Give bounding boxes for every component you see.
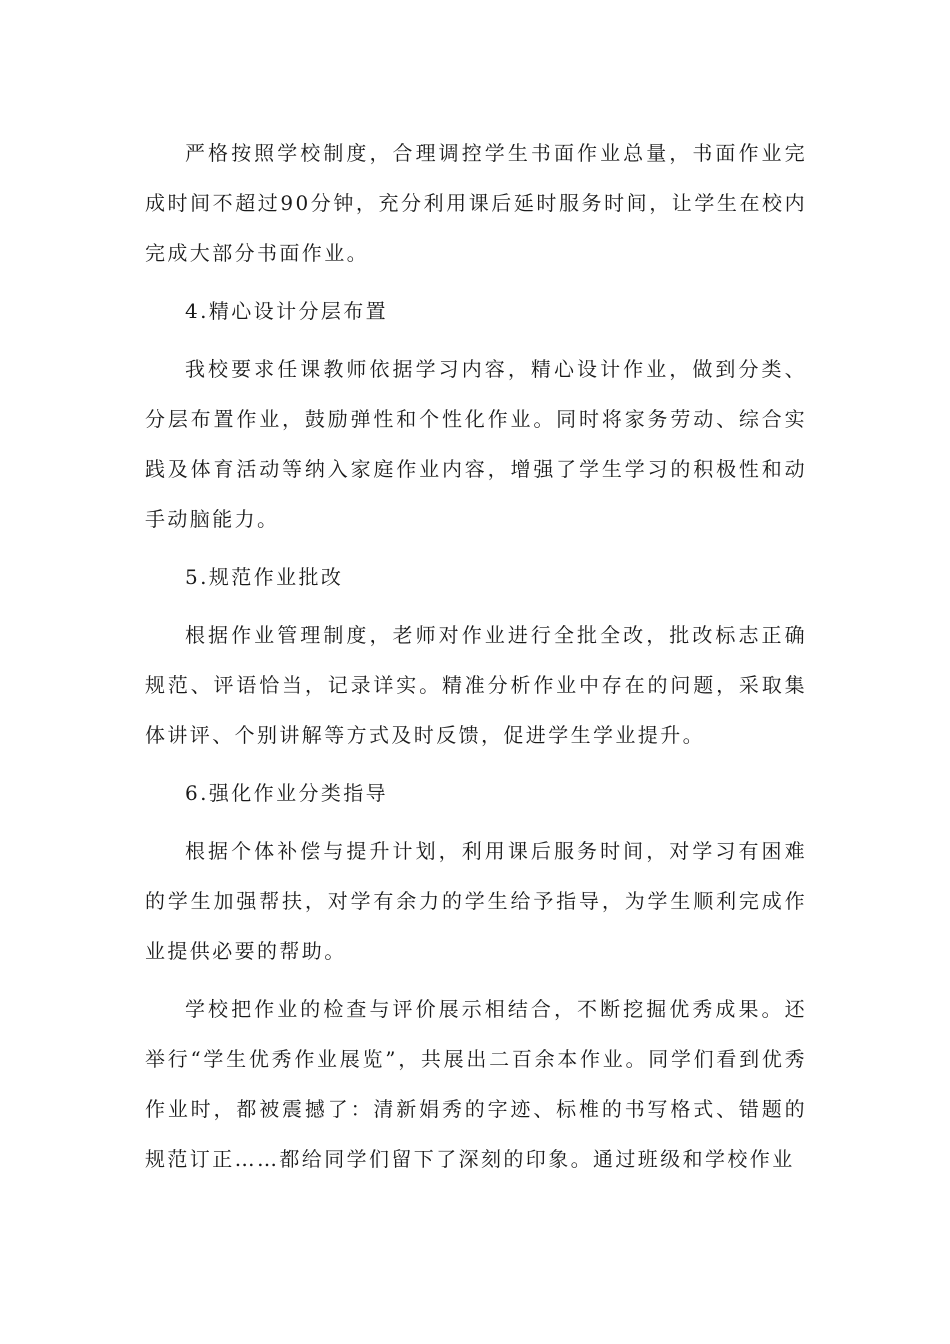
- paragraph-layered-design: 我校要求任课教师依据学习内容，精心设计作业，做到分类、分层布置作业，鼓励弹性和个性化作业。同时将家务劳动、综合实践及体育活动等纳入家庭作业内容，增强了学生学习的积极性和动手动脑能力。: [145, 357, 807, 531]
- document-page: [145, 128, 807, 1184]
- paragraph-homework-time: 严格按照学校制度，合理调控学生书面作业总量，书面作业完成时间不超过90分钟，充分利用课后延时服务时间，让学生在校内完成大部分书面作业。: [145, 141, 807, 265]
- paragraph-guidance: 根据个体补偿与提升计划，利用课后服务时间，对学习有困难的学生加强帮扶，对学有余力的学生给予指导，为学生顺利完成作业提供必要的帮助。: [145, 839, 807, 963]
- paragraph-exhibition: 学校把作业的检查与评价展示相结合，不断挖掘优秀成果。还举行“学生优秀作业展览”，共展出二百余本作业。同学们看到优秀作业时，都被震撼了：清新娟秀的字迹、标椎的书写格式、错题的规范订正……都给同学们留下了深刻的印象。通过班级和学校作业: [145, 997, 807, 1171]
- paragraph-grading: 根据作业管理制度，老师对作业进行全批全改，批改标志正确规范、评语恰当，记录详实。精准分析作业中存在的问题，采取集体讲评、个别讲解等方式及时反馈，促进学生学业提升。: [145, 623, 807, 747]
- heading-guidance: 6.强化作业分类指导: [185, 781, 389, 805]
- heading-layered-design: 4.精心设计分层布置: [185, 299, 389, 323]
- heading-grading: 5.规范作业批改: [185, 565, 344, 589]
